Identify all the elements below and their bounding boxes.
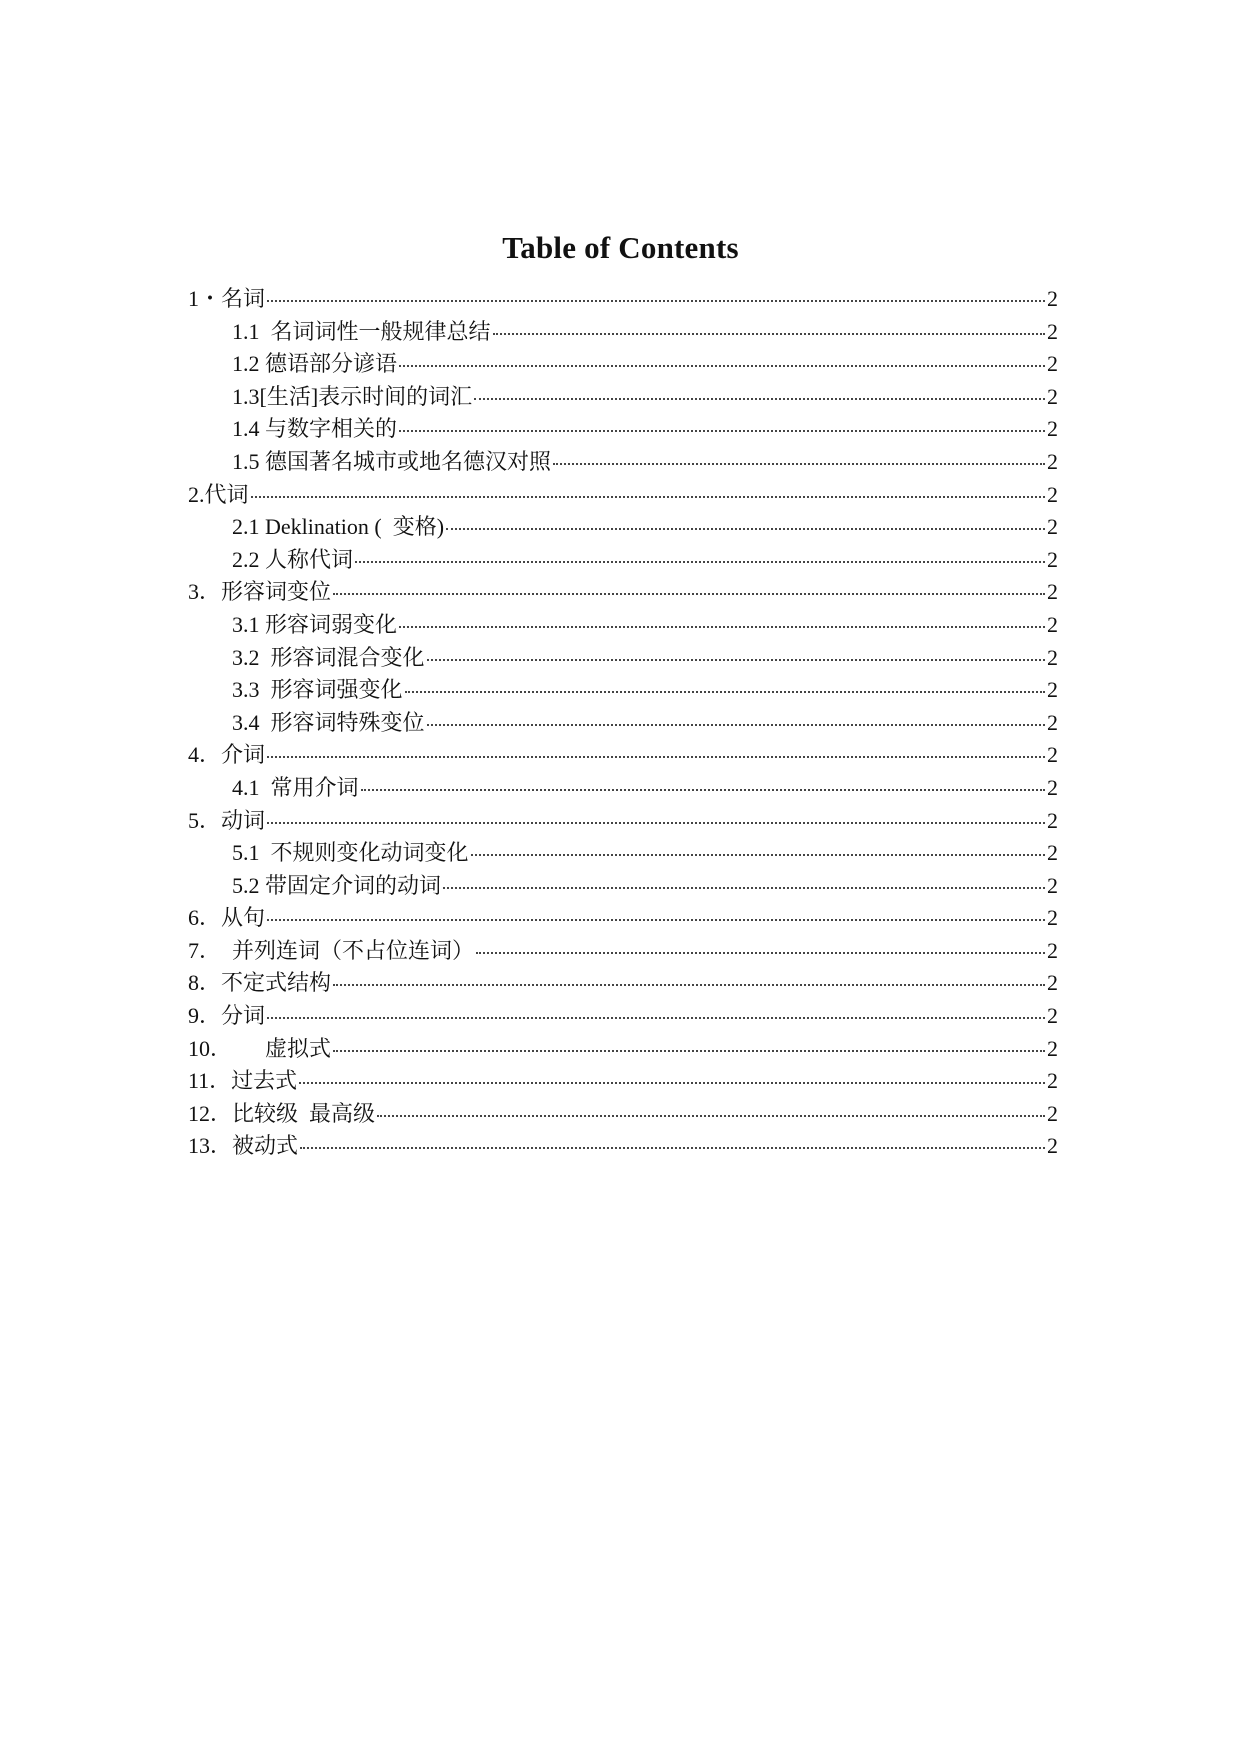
- toc-entry-label: 3.4 形容词特殊变位: [232, 709, 425, 735]
- toc-entry-label: 7． 并列连词（不占位连词）: [188, 937, 475, 963]
- toc-entry[interactable]: [188, 609, 1058, 642]
- toc-entry[interactable]: [188, 1000, 1058, 1033]
- toc-entry[interactable]: [188, 1065, 1058, 1098]
- toc-entry-label: 1.2 德语部分谚语: [232, 351, 398, 377]
- toc-page-number: 2: [1047, 774, 1058, 800]
- toc-dot-leader: [267, 919, 1045, 921]
- toc-entry-label: 5．动词: [188, 807, 266, 833]
- toc-dot-leader: [471, 854, 1045, 856]
- toc-entry[interactable]: [188, 446, 1058, 479]
- toc-page-number: 2: [1047, 383, 1058, 409]
- toc-entry-label: 8．不定式结构: [188, 970, 332, 996]
- toc-page-number: 2: [1047, 644, 1058, 670]
- toc-page-number: 2: [1047, 351, 1058, 377]
- toc-page-number: 2: [1047, 742, 1058, 768]
- toc-entry[interactable]: [188, 837, 1058, 870]
- toc-dot-leader: [399, 430, 1045, 432]
- toc-page-number: 2: [1047, 286, 1058, 311]
- toc-title: Table of Contents: [502, 230, 739, 265]
- toc-dot-leader: [267, 1017, 1045, 1019]
- toc-entry[interactable]: [188, 870, 1058, 903]
- toc-entry-label: 1・名词: [188, 286, 266, 311]
- toc-dot-leader: [267, 756, 1045, 758]
- toc-entry-label: 1.1 名词词性一般规律总结: [232, 318, 491, 344]
- toc-entry[interactable]: [188, 707, 1058, 740]
- toc-page-number: 2: [1047, 709, 1058, 735]
- toc-entry[interactable]: [188, 674, 1058, 707]
- toc-page-number: 2: [1047, 514, 1058, 540]
- toc-entry-label: 2.代词: [188, 481, 249, 507]
- toc-entry-label: 3．形容词变位: [188, 579, 332, 605]
- toc-dot-leader: [427, 659, 1045, 661]
- toc-entry-label: 6．从句: [188, 905, 266, 931]
- toc-entry[interactable]: [188, 316, 1058, 349]
- toc-entry[interactable]: [188, 1033, 1058, 1066]
- toc-entry[interactable]: [188, 935, 1058, 968]
- toc-dot-leader: [333, 593, 1045, 595]
- toc-entry[interactable]: [188, 544, 1058, 577]
- toc-entry-label: 3.1 形容词弱变化: [232, 611, 398, 637]
- toc-dot-leader: [399, 365, 1045, 367]
- toc-entry[interactable]: [188, 967, 1058, 1000]
- toc-page-number: 2: [1047, 905, 1058, 931]
- toc-entry-label: 1.5 德国著名城市或地名德汉对照: [232, 448, 552, 474]
- toc-page-number: 2: [1047, 872, 1058, 898]
- toc-page-number: 2: [1047, 677, 1058, 703]
- toc-entry[interactable]: [188, 413, 1058, 446]
- toc-page-number: 2: [1047, 611, 1058, 637]
- toc-entry[interactable]: [188, 902, 1058, 935]
- toc-dot-leader: [443, 887, 1045, 889]
- toc-dot-leader: [474, 398, 1045, 400]
- toc-entry[interactable]: [188, 1098, 1058, 1131]
- toc-dot-leader: [377, 1115, 1045, 1117]
- toc-page-number: 2: [1047, 1100, 1058, 1126]
- toc-page-number: 2: [1047, 807, 1058, 833]
- toc-dot-leader: [300, 1147, 1045, 1149]
- toc-entry[interactable]: [188, 1130, 1058, 1163]
- toc-dot-leader: [267, 822, 1045, 824]
- toc-entry-label: 5.2 带固定介词的动词: [232, 872, 442, 898]
- toc-page-number: 2: [1047, 840, 1058, 866]
- toc-entry[interactable]: [188, 381, 1058, 414]
- toc-entry[interactable]: [188, 283, 1058, 316]
- toc-entry-label: 2.2 人称代词: [232, 546, 354, 572]
- toc-page-number: 2: [1047, 579, 1058, 605]
- toc-page-number: 2: [1047, 448, 1058, 474]
- toc-dot-leader: [399, 626, 1045, 628]
- toc-page-number: 2: [1047, 546, 1058, 572]
- toc-dot-leader: [476, 952, 1045, 954]
- toc-entry-label: 1.4 与数字相关的: [232, 416, 398, 442]
- toc-entry[interactable]: [188, 348, 1058, 381]
- toc-dot-leader: [405, 691, 1045, 693]
- toc-page-number: 2: [1047, 970, 1058, 996]
- toc-entry-label: 11．过去式: [188, 1068, 298, 1094]
- toc-dot-leader: [267, 300, 1045, 302]
- toc-entry-label: 1.3[生活]表示时间的词汇: [232, 383, 473, 409]
- toc-page-number: 2: [1047, 1133, 1058, 1159]
- toc-dot-leader: [361, 789, 1045, 791]
- toc-entry-label: 13．被动式: [188, 1133, 299, 1159]
- toc-entry-label: 10． 虚拟式: [188, 1035, 332, 1061]
- toc-dot-leader: [333, 1050, 1045, 1052]
- toc-entry-label: 9．分词: [188, 1003, 266, 1029]
- toc-dot-leader: [299, 1082, 1045, 1084]
- toc-page-number: 2: [1047, 416, 1058, 442]
- toc-entry-label: 12．比较级 最高级: [188, 1100, 376, 1126]
- toc-entry[interactable]: [188, 772, 1058, 805]
- toc-page-number: 2: [1047, 937, 1058, 963]
- toc-page-number: 2: [1047, 1068, 1058, 1094]
- toc-entry[interactable]: [188, 576, 1058, 609]
- toc-page-number: 2: [1047, 1035, 1058, 1061]
- toc-entry-label: 2.1 Deklination ( 变格): [232, 514, 445, 540]
- toc-page-number: 2: [1047, 481, 1058, 507]
- toc-page-number: 2: [1047, 1003, 1058, 1029]
- toc-dot-leader: [427, 724, 1045, 726]
- toc-entry[interactable]: [188, 642, 1058, 675]
- toc-dot-leader: [355, 561, 1045, 563]
- toc-list: [188, 283, 1058, 1163]
- toc-entry-label: 3.3 形容词强变化: [232, 677, 403, 703]
- toc-entry-label: 5.1 不规则变化动词变化: [232, 840, 469, 866]
- toc-dot-leader: [446, 528, 1045, 530]
- toc-entry-label: 4.1 常用介词: [232, 774, 359, 800]
- toc-dot-leader: [493, 333, 1045, 335]
- toc-entry[interactable]: [188, 805, 1058, 838]
- toc-entry[interactable]: [188, 511, 1058, 544]
- toc-dot-leader: [333, 984, 1045, 986]
- toc-entry-label: 3.2 形容词混合变化: [232, 644, 425, 670]
- toc-dot-leader: [251, 496, 1045, 498]
- toc-entry-label: 4．介词: [188, 742, 266, 768]
- toc-page-number: 2: [1047, 318, 1058, 344]
- toc-dot-leader: [553, 463, 1045, 465]
- toc-entry[interactable]: [188, 739, 1058, 772]
- toc-entry[interactable]: [188, 479, 1058, 512]
